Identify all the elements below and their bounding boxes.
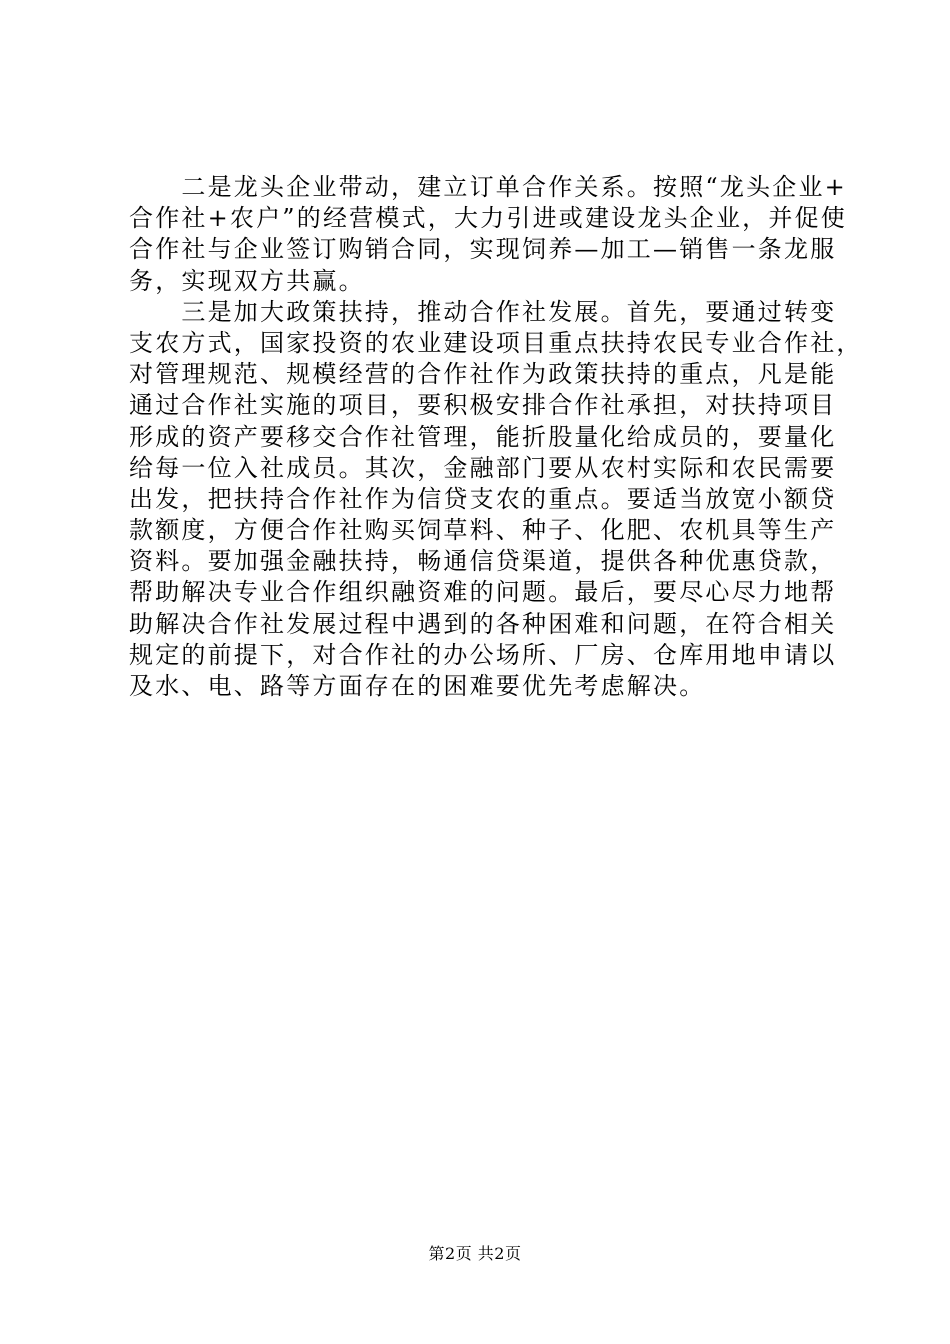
text-line: 合作社+农户”的经营模式，大力引进或建设龙头企业，并促使	[129, 204, 847, 233]
text-line: 通过合作社实施的项目，要积极安排合作社承担，对扶持项目	[129, 391, 837, 420]
document-body	[129, 172, 863, 702]
text-line: 合作社与企业签订购销合同，实现饲养—加工—销售一条龙服	[129, 235, 837, 264]
text-line: 及水、电、路等方面存在的困难要优先考虑解决。	[129, 672, 706, 700]
text-line: 二是龙头企业带动，建立订单合作关系。按照“龙头企业+	[129, 173, 847, 201]
text-line: 对管理规范、规模经营的合作社作为政策扶持的重点，凡是能	[129, 360, 837, 389]
text-line: 支农方式，国家投资的农业建设项目重点扶持农民专业合作社，	[129, 328, 863, 357]
text-line: 出发，把扶持合作社作为信贷支农的重点。要适当放宽小额贷	[129, 484, 837, 513]
text-line: 助解决合作社发展过程中遇到的各种困难和问题，在符合相关	[129, 609, 837, 638]
text-line: 规定的前提下，对合作社的办公场所、厂房、仓库用地申请以	[129, 640, 837, 669]
text-line: 款额度，方便合作社购买饲草料、种子、化肥、农机具等生产	[129, 516, 837, 545]
text-line: 三是加大政策扶持，推动合作社发展。首先，要通过转变	[129, 297, 837, 326]
text-line: 资料。要加强金融扶持，畅通信贷渠道，提供各种优惠贷款，	[129, 547, 837, 576]
text-line: 务，实现双方共赢。	[129, 266, 365, 295]
text-line: 帮助解决专业合作组织融资难的问题。最后，要尽心尽力地帮	[129, 578, 837, 607]
text-line: 给每一位入社成员。其次，金融部门要从农村实际和农民需要	[129, 453, 837, 482]
page-number-footer: 第2页 共2页	[428, 1244, 522, 1263]
text-line: 形成的资产要移交合作社管理，能折股量化给成员的，要量化	[129, 422, 837, 451]
